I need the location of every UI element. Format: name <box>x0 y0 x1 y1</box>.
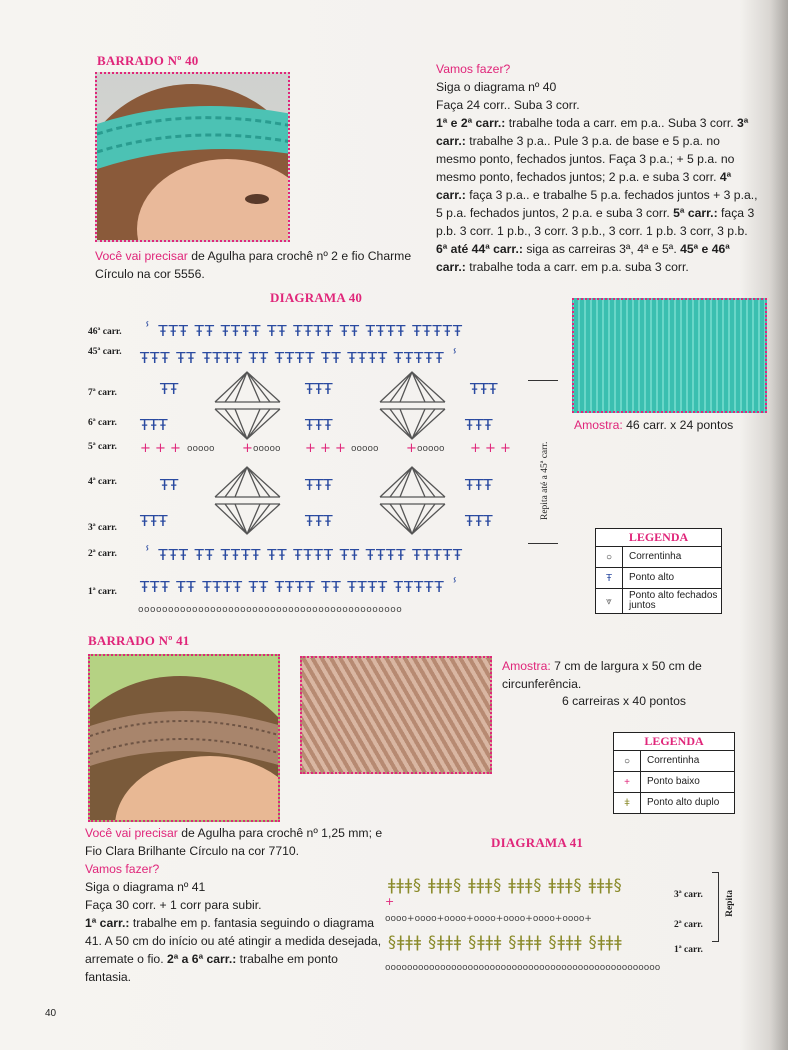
row-text: trabalhe em ponto fantasia. <box>85 952 338 984</box>
howto-rows <box>436 114 758 276</box>
legend-text: Correntinha <box>629 551 682 562</box>
sample-swatch-41 <box>300 656 492 774</box>
chain-icon: ○ <box>596 547 623 567</box>
diagram40-symbols <box>138 321 511 615</box>
row-label: 3ª carr. <box>674 890 703 900</box>
row-text: trabalhe em p. fantasia seguindo o diagrama 41. A 50 cm do início ou até atingir a medida desejada, arremate o fio. <box>85 916 382 966</box>
svg-text:oooo+oooo+oooo+oooo+oooo+oooo+: oooo+oooo+oooo+oooo+oooo+oooo+oooo+ <box>385 914 592 924</box>
legend-text: Ponto alto duplo <box>647 797 720 808</box>
row-title: 1ª e 2ª carr.: <box>436 116 506 130</box>
headband-photo-40 <box>95 72 290 242</box>
needs-label: Você vai precisar <box>95 249 188 263</box>
row-label: 1ª carr. <box>88 587 117 597</box>
repeat-bracket-41-top <box>712 872 719 873</box>
svg-text:ŦŦŦ: ŦŦŦ <box>465 416 493 434</box>
row-label: 4ª carr. <box>88 477 117 487</box>
row-label: 3ª carr. <box>88 523 117 533</box>
needs-text: de Agulha para crochê nº 1,25 mm; e Fio Clara Brilhante Círculo na cor 7710. <box>85 826 383 858</box>
svg-text:ooooo: ooooo <box>253 444 281 454</box>
sample-desc: 7 cm de largura x 50 cm de circunferência. <box>502 659 702 691</box>
svg-text:+: + <box>385 895 395 908</box>
legend-text: Ponto alto fechados juntos <box>629 590 718 611</box>
row-title: 2ª a 6ª carr.: <box>166 952 237 966</box>
treble-crochet-icon: ǂ <box>614 793 641 813</box>
row-text: trabalhe toda a carr. em p.a. suba 3 corr. <box>465 260 689 274</box>
row-title: 45ª e 46ª carr.: <box>436 242 730 274</box>
howto-title: Vamos fazer? <box>436 62 511 76</box>
svg-text:§ǂǂǂ §ǂǂǂ §ǂǂǂ §ǂǂǂ §ǂǂǂ §ǂǂǂ: §ǂǂǂ §ǂǂǂ §ǂǂǂ §ǂǂǂ §ǂǂǂ §ǂǂǂ <box>388 932 623 951</box>
howto-line: Siga o diagrama nº 41 <box>85 880 206 894</box>
sample41-count: 6 carreiras x 40 pontos <box>562 694 686 708</box>
row-text: trabalhe 3 p.a.. Pule 3 p.a. de base e 5 p.a. no mesmo ponto, fechados juntos. Faça 3 p.a.; + 5 p.a. no mesmo ponto, fechados juntos; 2 p.a. e suba 3 corr. <box>436 134 735 184</box>
section40-title: BARRADO Nº 40 <box>97 53 199 68</box>
legend-row <box>614 751 734 772</box>
row-label: 1ª carr. <box>674 945 703 955</box>
repeat-bracket-41 <box>718 872 719 942</box>
sample-label: Amostra: <box>502 659 551 673</box>
legend-40 <box>595 528 722 614</box>
svg-text:oooooooooooooooooooooooooooooo: oooooooooooooooooooooooooooooooooooooooooooooooooo <box>385 963 661 973</box>
row-label: 2ª carr. <box>674 920 703 930</box>
sample-label: Amostra: <box>574 418 623 432</box>
diagram40-chart <box>135 312 525 617</box>
diagram41-chart <box>385 865 675 975</box>
diagram41-title: DIAGRAMA 41 <box>491 835 584 850</box>
howto-line: Faça 30 corr. + 1 corr para subir. <box>85 898 262 912</box>
repeat-label-41: Repita <box>725 890 735 917</box>
legend-row <box>614 793 734 813</box>
svg-text:ŦŦŦ: ŦŦŦ <box>465 476 493 494</box>
row-text: siga as carreiras 3ª, 4ª e 5ª. <box>522 242 681 256</box>
legend-text: Ponto baixo <box>647 776 700 787</box>
svg-text:+ + +: + + + <box>140 441 181 456</box>
row-title: 5ª carr.: <box>673 206 718 220</box>
svg-text:ooooo: ooooo <box>351 444 379 454</box>
svg-text:ŦŦŦ: ŦŦŦ <box>140 416 168 434</box>
repeat-line-top <box>528 380 558 381</box>
svg-text:+: + <box>406 441 417 456</box>
fan-cluster-icon: ⩔ <box>596 589 623 613</box>
howto-line: Siga o diagrama nº 40 <box>436 80 557 94</box>
needs-label: Você vai precisar <box>85 826 178 840</box>
svg-text:ŦŦŦ ŦŦ ŦŦŦŦ ŦŦ ŦŦŦŦ ŦŦ ŦŦŦŦ ŦŦ: ŦŦŦ ŦŦ ŦŦŦŦ ŦŦ ŦŦŦŦ ŦŦ ŦŦŦŦ ŦŦŦŦŦ ⸯ <box>140 349 461 367</box>
repeat-bracket-41-bottom <box>712 941 719 942</box>
page-number: 40 <box>45 1008 57 1019</box>
svg-text:ŦŦ: ŦŦ <box>160 380 179 398</box>
legend-row <box>596 568 721 589</box>
row-text: faça 3 p.b. 3 corr. 1 p.b., 3 corr. 3 p.b., 3 corr. 1 p.b. 3 corr, 3 p.b. <box>436 206 755 238</box>
svg-text:ŦŦŦ: ŦŦŦ <box>470 380 498 398</box>
svg-text:ŦŦŦ: ŦŦŦ <box>305 416 333 434</box>
diagram41-symbols <box>385 875 661 973</box>
double-crochet-icon: Ŧ <box>596 568 623 588</box>
svg-text:ⸯ ŦŦŦ ŦŦ ŦŦŦŦ ŦŦ ŦŦŦŦ ŦŦ ŦŦŦŦ: ⸯ ŦŦŦ ŦŦ ŦŦŦŦ ŦŦ ŦŦŦŦ ŦŦ ŦŦŦŦ ŦŦŦŦŦ <box>143 322 464 340</box>
row-text: trabalhe toda a carr. em p.a.. Suba 3 corr. <box>505 116 738 130</box>
headband-photo-41 <box>88 654 280 822</box>
repeat-label-40: Repita até a 45ª carr. <box>540 441 550 520</box>
svg-text:ǂǂǂ§ ǂǂǂ§ ǂǂǂ§ ǂǂǂ§ ǂǂǂ§ ǂǂǂ§: ǂǂǂ§ ǂǂǂ§ ǂǂǂ§ ǂǂǂ§ ǂǂǂ§ ǂǂǂ§ <box>388 875 623 894</box>
row-label: 2ª carr. <box>88 549 117 559</box>
legend-row <box>614 772 734 793</box>
svg-text:+ + +: + + + <box>470 441 511 456</box>
section40-instructions <box>436 60 758 276</box>
legend-row <box>596 589 721 613</box>
legend-text: Ponto alto <box>629 572 675 583</box>
sample41-text <box>502 657 742 693</box>
row-title: 1ª carr.: <box>85 916 130 930</box>
sample-swatch-40 <box>572 298 767 413</box>
section41-title: BARRADO Nº 41 <box>88 633 190 648</box>
svg-text:ⸯ ŦŦŦ ŦŦ ŦŦŦŦ ŦŦ ŦŦŦŦ ŦŦ ŦŦŦŦ: ⸯ ŦŦŦ ŦŦ ŦŦŦŦ ŦŦ ŦŦŦŦ ŦŦ ŦŦŦŦ ŦŦŦŦŦ <box>143 546 464 564</box>
needs-text: de Agulha para crochê nº 2 e fio Charme Círculo na cor 5556. <box>95 249 412 281</box>
row-title: 6ª até 44ª carr.: <box>436 242 523 256</box>
sample40-text <box>574 416 733 434</box>
svg-text:ŦŦŦ: ŦŦŦ <box>305 476 333 494</box>
section40-needs <box>95 247 415 283</box>
diagram40-title: DIAGRAMA 40 <box>270 290 363 305</box>
row-label: 7ª carr. <box>88 388 117 398</box>
section41-instructions <box>85 824 385 986</box>
chain-icon: ○ <box>614 751 641 771</box>
legend-title: LEGENDA <box>614 733 734 751</box>
svg-text:ŦŦŦ: ŦŦŦ <box>465 512 493 530</box>
svg-text:ŦŦ: ŦŦ <box>160 476 179 494</box>
repeat-line-bottom <box>528 543 558 544</box>
row-label: 46ª carr. <box>88 327 122 337</box>
svg-text:ooooo: ooooo <box>187 444 215 454</box>
svg-text:ŦŦŦ ŦŦ ŦŦŦŦ ŦŦ ŦŦŦŦ ŦŦ ŦŦŦŦ ŦŦ: ŦŦŦ ŦŦ ŦŦŦŦ ŦŦ ŦŦŦŦ ŦŦ ŦŦŦŦ ŦŦŦŦŦ ⸯ <box>140 578 461 596</box>
svg-text:ŦŦŦ: ŦŦŦ <box>305 380 333 398</box>
howto-title: Vamos fazer? <box>85 862 160 876</box>
legend-title: LEGENDA <box>596 529 721 547</box>
legend-text: Correntinha <box>647 755 700 766</box>
row-label: 45ª carr. <box>88 347 122 357</box>
svg-text:oooooooooooooooooooooooooooooo: oooooooooooooooooooooooooooooooooooooooooooo <box>138 605 403 615</box>
svg-text:+: + <box>242 441 253 456</box>
row-text: faça 3 p.a.. e trabalhe 5 p.a. fechados juntos + 3 p.a., 5 p.a. fechados juntos, 2 p.a. e suba 3 corr. <box>436 188 758 220</box>
howto-line: Faça 24 corr.. Suba 3 corr. <box>436 98 580 112</box>
svg-text:ŦŦŦ: ŦŦŦ <box>305 512 333 530</box>
single-crochet-icon: + <box>614 772 641 792</box>
row-title: 3ª carr.: <box>436 116 749 148</box>
row-title: 4ª carr.: <box>436 170 732 202</box>
svg-text:ooooo: ooooo <box>417 444 445 454</box>
legend-41 <box>613 732 735 814</box>
row-label: 6ª carr. <box>88 418 117 428</box>
svg-text:+ + +: + + + <box>305 441 346 456</box>
row-label: 5ª carr. <box>88 442 117 452</box>
legend-row <box>596 547 721 568</box>
svg-text:ŦŦŦ: ŦŦŦ <box>140 512 168 530</box>
sample-desc: 46 carr. x 24 pontos <box>622 418 734 432</box>
howto-rows <box>85 914 385 986</box>
